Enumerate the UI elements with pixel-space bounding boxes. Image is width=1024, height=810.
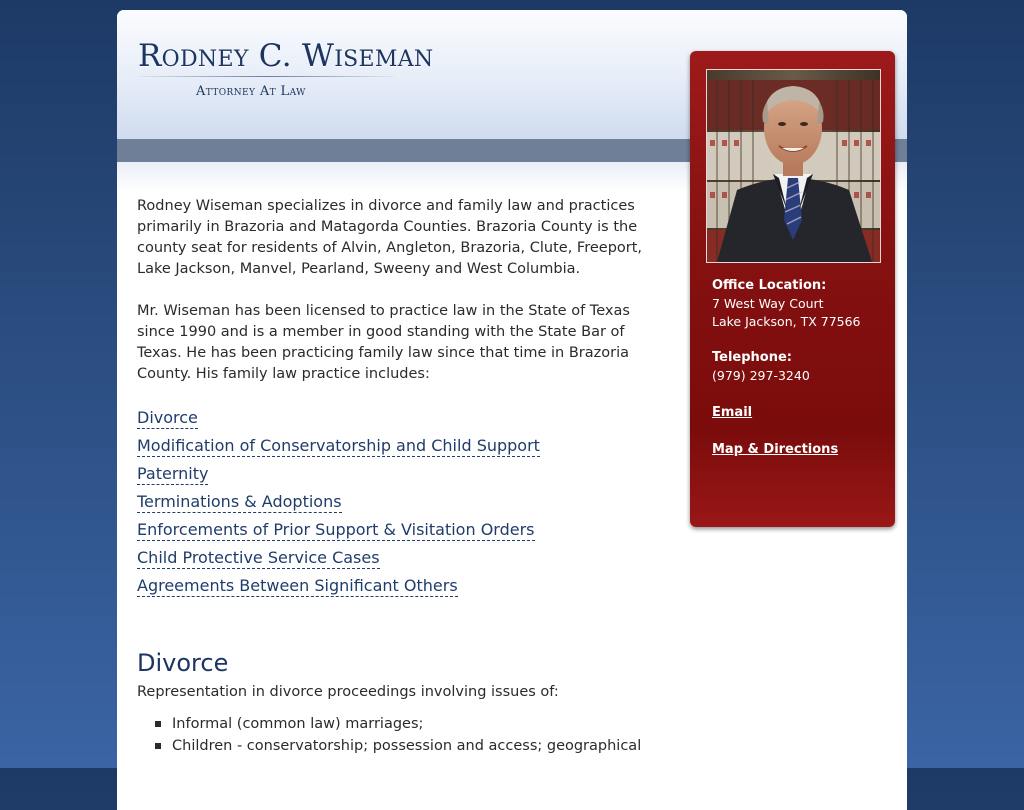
practice-link-agreements[interactable]: Agreements Between Significant Others <box>137 576 458 595</box>
list-item <box>137 462 657 490</box>
site-subtitle: Attorney At Law <box>196 84 306 99</box>
practice-link-terminations[interactable]: Terminations & Adoptions <box>137 492 342 511</box>
practice-link-enforcements[interactable]: Enforcements of Prior Support & Visitation Orders <box>137 520 535 539</box>
practice-link-cps-cases[interactable]: Child Protective Service Cases <box>137 548 380 567</box>
list-item <box>137 406 657 434</box>
list-item <box>137 490 657 518</box>
practice-link-paternity[interactable]: Paternity <box>137 464 209 483</box>
spacer <box>712 385 887 403</box>
address-line-1: 7 West Way Court <box>712 296 824 311</box>
list-item <box>137 574 657 602</box>
title-divider <box>139 76 394 77</box>
list-item: Children - conservatorship; possession and access; geographical <box>172 735 657 757</box>
attorney-photo <box>706 69 881 263</box>
contact-sidebar <box>690 51 895 527</box>
list-item <box>137 434 657 462</box>
email-link[interactable]: Email <box>712 405 753 420</box>
map-directions-link[interactable]: Map & Directions <box>712 442 839 457</box>
divorce-section-title: Divorce <box>137 649 229 677</box>
intro-paragraph-1: Rodney Wiseman specializes in divorce and family law and practices primarily in Brazoria and Matagorda Counties. Brazoria County is the county seat for residents of Alvin, Angleton, Brazoria, Clute, Freeport, Lake Jackson, Manvel, Pearland, Sweeny and West Columbia. <box>137 198 643 277</box>
spacer <box>712 331 887 349</box>
contact-details <box>712 277 887 459</box>
divorce-issue-list <box>137 713 657 757</box>
practice-link-divorce[interactable]: Divorce <box>137 408 198 427</box>
attorney-portrait-icon <box>707 70 880 262</box>
intro-paragraph-2: Mr. Wiseman has been licensed to practice law in the State of Texas since 1990 and is a member in good standing with the State Bar of Texas. He has been practicing family law since that time in Brazoria County. His family law practice includes: <box>137 303 630 382</box>
divorce-section-intro: Representation in divorce proceedings involving issues of: <box>137 684 559 700</box>
list-item <box>137 546 657 574</box>
list-item: Informal (common law) marriages; <box>172 713 657 735</box>
telephone-number: (979) 297-3240 <box>712 368 810 383</box>
list-item <box>137 518 657 546</box>
site-title[interactable]: Rodney C. Wiseman <box>138 38 434 74</box>
telephone-label: Telephone: <box>712 350 792 365</box>
address-line-2: Lake Jackson, TX 77566 <box>712 314 861 329</box>
main-content <box>137 196 657 757</box>
practice-area-list <box>137 406 657 602</box>
practice-link-modification[interactable]: Modification of Conservatorship and Child Support <box>137 436 540 455</box>
office-location-label: Office Location: <box>712 278 827 293</box>
spacer <box>712 422 887 440</box>
